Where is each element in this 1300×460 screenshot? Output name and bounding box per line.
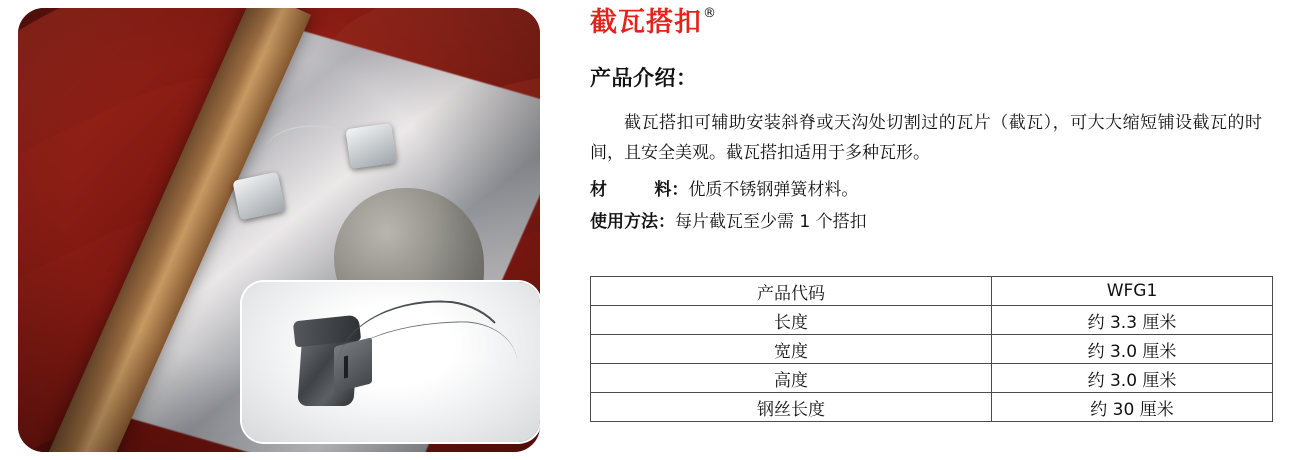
page-title: 截瓦搭扣 [590, 7, 702, 38]
material-label: 材 料： [590, 180, 689, 200]
specification-table [590, 276, 1273, 422]
spec-label: 高度 [591, 364, 992, 393]
section-heading-intro: 产品介绍： [590, 66, 698, 90]
usage-value: 每片截瓦至少需 1 个搭扣 [675, 212, 867, 232]
specification-table-body [591, 277, 1273, 422]
table-row [591, 306, 1273, 335]
material-line [590, 176, 858, 204]
spec-value: 约 30 厘米 [992, 393, 1273, 422]
table-row [591, 335, 1273, 364]
usage-line [590, 208, 867, 236]
registered-trademark-icon: ® [703, 6, 716, 21]
intro-paragraph: 截瓦搭扣可辅助安装斜脊或天沟处切割过的瓦片（截瓦），可大大缩短铺设截瓦的时间，且安全美观。截瓦搭扣适用于多种瓦形。 [590, 113, 1262, 163]
spec-value: 约 3.3 厘米 [992, 306, 1273, 335]
inset-product-photo [242, 282, 540, 442]
spec-value: 约 3.0 厘米 [992, 335, 1273, 364]
spec-label: 产品代码 [591, 277, 992, 306]
main-product-photo [18, 8, 540, 452]
content-column [590, 0, 1290, 460]
spec-value: WFG1 [992, 277, 1273, 306]
table-row [591, 364, 1273, 393]
product-title-row [590, 8, 716, 38]
spec-label: 宽度 [591, 335, 992, 364]
table-row [591, 277, 1273, 306]
material-value: 优质不锈钢弹簧材料。 [688, 180, 859, 200]
table-row [591, 393, 1273, 422]
usage-label: 使用方法： [590, 212, 675, 232]
spec-label: 长度 [591, 306, 992, 335]
spec-label: 钢丝长度 [591, 393, 992, 422]
spec-value: 约 3.0 厘米 [992, 364, 1273, 393]
